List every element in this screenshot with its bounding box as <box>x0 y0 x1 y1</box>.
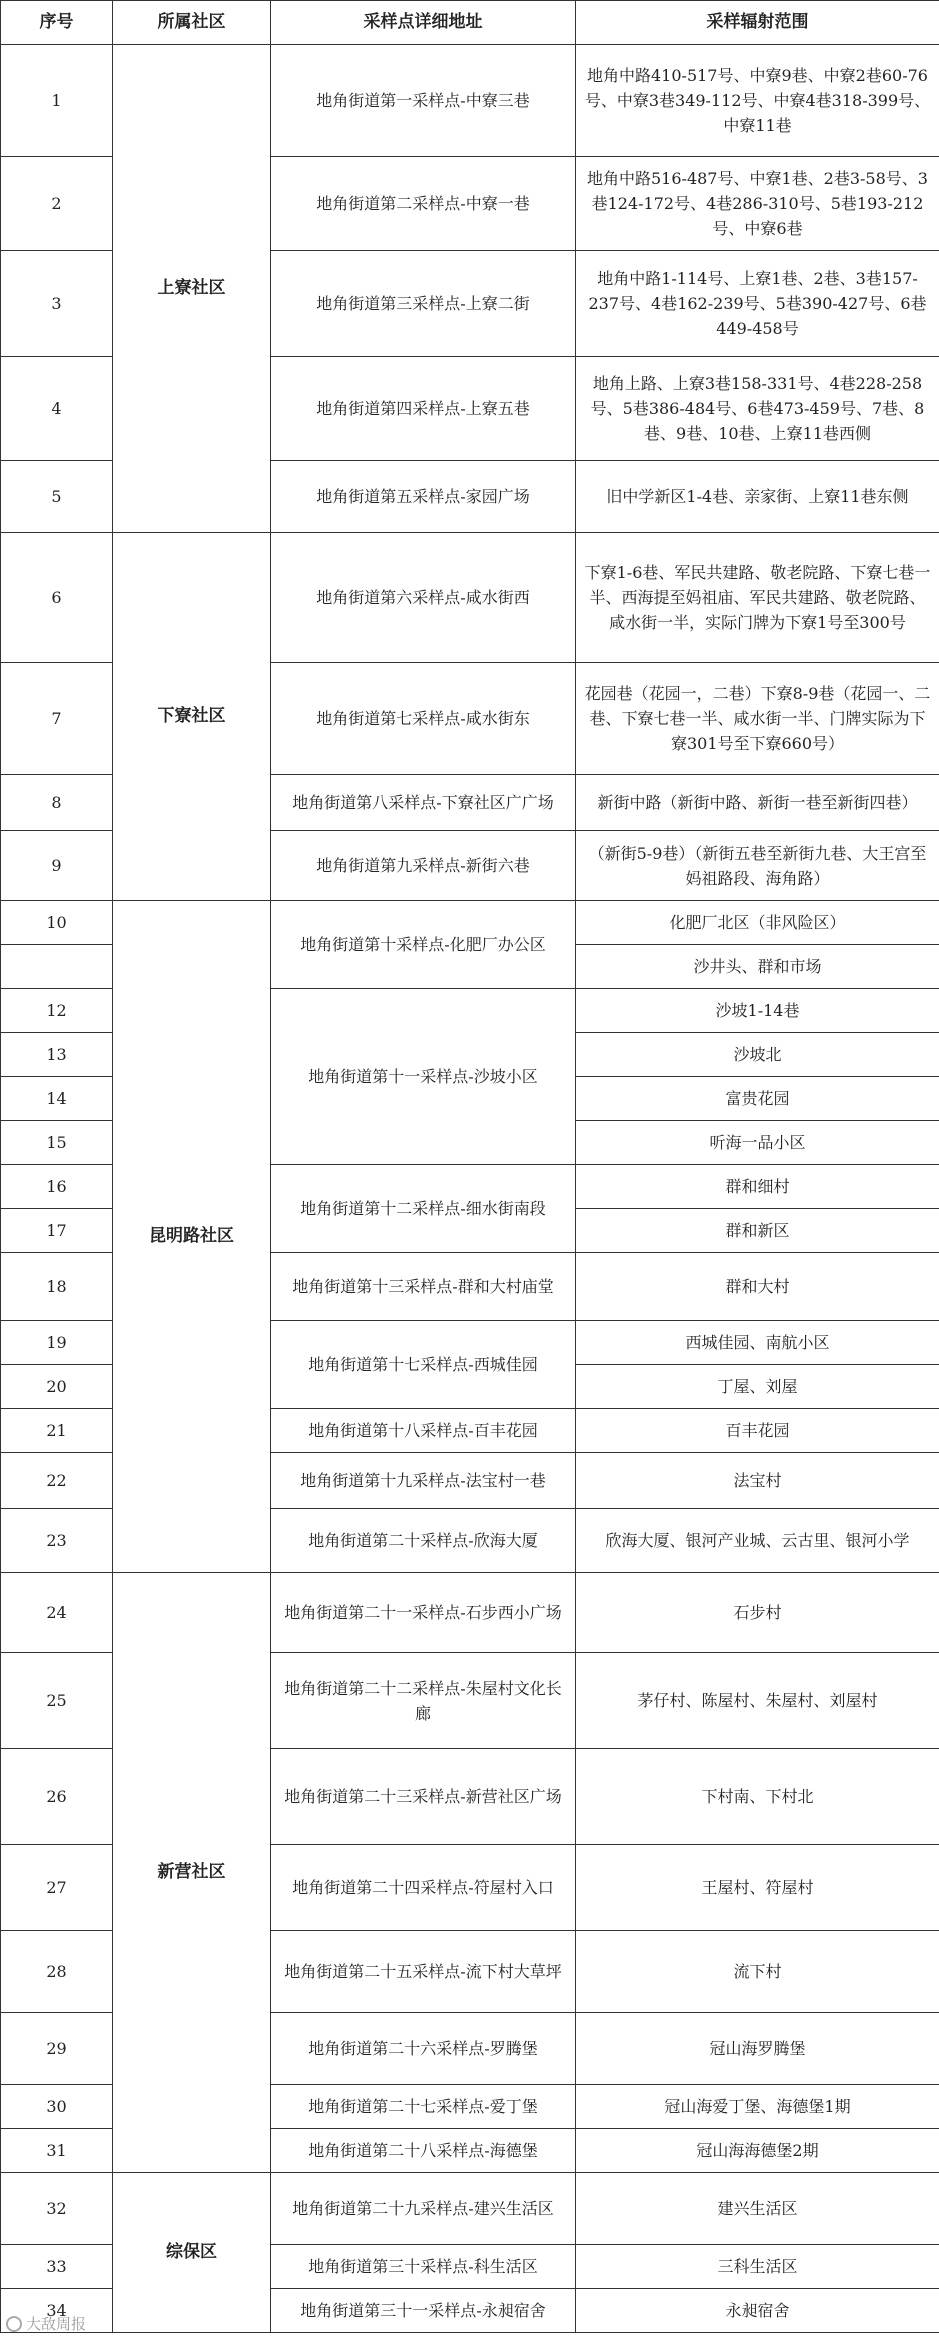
watermark <box>6 2313 86 2334</box>
table-row <box>1 1573 939 1653</box>
cell-no: 23 <box>1 1509 113 1573</box>
cell-range: 建兴生活区 <box>576 2173 939 2245</box>
cell-site: 地角街道第二十二采样点-朱屋村文化长廊 <box>271 1653 576 1749</box>
table-row <box>1 2173 939 2245</box>
cell-range: 旧中学新区1-4巷、亲家街、上寮11巷东侧 <box>576 461 939 533</box>
cell-no: 33 <box>1 2245 113 2289</box>
cell-site: 地角街道第二十八采样点-海德堡 <box>271 2129 576 2173</box>
cell-site: 地角街道第四采样点-上寮五巷 <box>271 357 576 461</box>
cell-site: 地角街道第九采样点-新街六巷 <box>271 831 576 901</box>
cell-range: 法宝村 <box>576 1453 939 1509</box>
cell-range: 新街中路（新街中路、新街一巷至新街四巷） <box>576 775 939 831</box>
cell-site: 地角街道第二十三采样点-新营社区广场 <box>271 1749 576 1845</box>
cell-range: 地角中路410-517号、中寮9巷、中寮2巷60-76号、中寮3巷349-112号、中寮4巷318-399号、中寮11巷 <box>576 45 939 157</box>
cell-range: 丁屋、刘屋 <box>576 1365 939 1409</box>
cell-range: 群和大村 <box>576 1253 939 1321</box>
cell-no: 34 <box>1 2289 113 2333</box>
cell-range: 沙坡北 <box>576 1033 939 1077</box>
cell-site: 地角街道第十一采样点-沙坡小区 <box>271 989 576 1165</box>
cell-no: 30 <box>1 2085 113 2129</box>
cell-community: 昆明路社区 <box>113 901 271 1573</box>
cell-range: 地角上路、上寮3巷158-331号、4巷228-258号、5巷386-484号、6巷473-459号、7巷、8巷、9巷、10巷、上寮11巷西侧 <box>576 357 939 461</box>
cell-range: 流下村 <box>576 1931 939 2013</box>
header-row <box>1 1 939 45</box>
cell-no: 3 <box>1 251 113 357</box>
cell-no: 5 <box>1 461 113 533</box>
cell-site: 地角街道第三采样点-上寮二街 <box>271 251 576 357</box>
cell-site: 地角街道第十二采样点-细水街南段 <box>271 1165 576 1253</box>
cell-range: 石步村 <box>576 1573 939 1653</box>
cell-no: 32 <box>1 2173 113 2245</box>
cell-no <box>1 945 113 989</box>
cell-no: 2 <box>1 157 113 251</box>
table-row <box>1 45 939 157</box>
cell-no: 24 <box>1 1573 113 1653</box>
cell-no: 17 <box>1 1209 113 1253</box>
cell-no: 31 <box>1 2129 113 2173</box>
cell-range: 茅仔村、陈屋村、朱屋村、刘屋村 <box>576 1653 939 1749</box>
cell-range: 沙坡1-14巷 <box>576 989 939 1033</box>
cell-site: 地角街道第十九采样点-法宝村一巷 <box>271 1453 576 1509</box>
cell-site: 地角街道第六采样点-咸水街西 <box>271 533 576 663</box>
cell-range: 永昶宿舍 <box>576 2289 939 2333</box>
cell-no: 6 <box>1 533 113 663</box>
cell-no: 26 <box>1 1749 113 1845</box>
cell-range: 沙井头、群和市场 <box>576 945 939 989</box>
cell-range: 百丰花园 <box>576 1409 939 1453</box>
cell-site: 地角街道第八采样点-下寮社区广广场 <box>271 775 576 831</box>
cell-no: 9 <box>1 831 113 901</box>
cell-no: 29 <box>1 2013 113 2085</box>
cell-no: 28 <box>1 1931 113 2013</box>
table-row <box>1 901 939 945</box>
cell-site: 地角街道第十七采样点-西城佳园 <box>271 1321 576 1409</box>
cell-range: （新街5-9巷）（新街五巷至新街九巷、大王宫至妈祖路段、海角路） <box>576 831 939 901</box>
cell-site: 地角街道第二十九采样点-建兴生活区 <box>271 2173 576 2245</box>
cell-no: 16 <box>1 1165 113 1209</box>
cell-community: 上寮社区 <box>113 45 271 533</box>
cell-site: 地角街道第二十五采样点-流下村大草坪 <box>271 1931 576 2013</box>
weibo-icon <box>6 2316 22 2332</box>
table-row <box>1 533 939 663</box>
cell-range: 化肥厂北区（非风险区） <box>576 901 939 945</box>
header-no: 序号 <box>1 1 113 45</box>
cell-range: 西城佳园、南航小区 <box>576 1321 939 1365</box>
header-site: 采样点详细地址 <box>271 1 576 45</box>
cell-range: 冠山海爱丁堡、海德堡1期 <box>576 2085 939 2129</box>
cell-site: 地角街道第二十一采样点-石步西小广场 <box>271 1573 576 1653</box>
cell-site: 地角街道第二采样点-中寮一巷 <box>271 157 576 251</box>
cell-range: 三科生活区 <box>576 2245 939 2289</box>
cell-range: 地角中路516-487号、中寮1巷、2巷3-58号、3巷124-172号、4巷286-310号、5巷193-212号、中寮6巷 <box>576 157 939 251</box>
cell-no: 15 <box>1 1121 113 1165</box>
cell-no: 22 <box>1 1453 113 1509</box>
cell-range: 群和新区 <box>576 1209 939 1253</box>
cell-no: 14 <box>1 1077 113 1121</box>
cell-range: 花园巷（花园一，二巷）下寮8-9巷（花园一、二巷、下寮七巷一半、咸水街一半、门牌实际为下寮301号至下寮660号） <box>576 663 939 775</box>
cell-range: 地角中路1-114号、上寮1巷、2巷、3巷157-237号、4巷162-239号、5巷390-427号、6巷449-458号 <box>576 251 939 357</box>
cell-site: 地角街道第十采样点-化肥厂办公区 <box>271 901 576 989</box>
cell-site: 地角街道第一采样点-中寮三巷 <box>271 45 576 157</box>
cell-no: 27 <box>1 1845 113 1931</box>
cell-no: 18 <box>1 1253 113 1321</box>
cell-no: 1 <box>1 45 113 157</box>
cell-community: 综保区 <box>113 2173 271 2333</box>
cell-site: 地角街道第二十采样点-欣海大厦 <box>271 1509 576 1573</box>
table-body <box>1 45 939 2333</box>
cell-no: 21 <box>1 1409 113 1453</box>
cell-site: 地角街道第三十采样点-科生活区 <box>271 2245 576 2289</box>
cell-no: 20 <box>1 1365 113 1409</box>
cell-no: 25 <box>1 1653 113 1749</box>
header-range: 采样辐射范围 <box>576 1 939 45</box>
cell-range: 冠山海罗腾堡 <box>576 2013 939 2085</box>
cell-site: 地角街道第二十七采样点-爱丁堡 <box>271 2085 576 2129</box>
cell-site: 地角街道第三十一采样点-永昶宿舍 <box>271 2289 576 2333</box>
cell-community: 新营社区 <box>113 1573 271 2173</box>
cell-site: 地角街道第七采样点-咸水街东 <box>271 663 576 775</box>
cell-no: 8 <box>1 775 113 831</box>
cell-no: 7 <box>1 663 113 775</box>
cell-community: 下寮社区 <box>113 533 271 901</box>
cell-site: 地角街道第二十六采样点-罗腾堡 <box>271 2013 576 2085</box>
cell-site: 地角街道第五采样点-家园广场 <box>271 461 576 533</box>
cell-site: 地角街道第十八采样点-百丰花园 <box>271 1409 576 1453</box>
cell-site: 地角街道第十三采样点-群和大村庙堂 <box>271 1253 576 1321</box>
watermark-text: 大敌周报 <box>26 2315 87 2333</box>
cell-site: 地角街道第二十四采样点-符屋村入口 <box>271 1845 576 1931</box>
header-community: 所属社区 <box>113 1 271 45</box>
cell-range: 王屋村、符屋村 <box>576 1845 939 1931</box>
cell-range: 冠山海海德堡2期 <box>576 2129 939 2173</box>
cell-range: 下村南、下村北 <box>576 1749 939 1845</box>
cell-range: 欣海大厦、银河产业城、云古里、银河小学 <box>576 1509 939 1573</box>
cell-range: 群和细村 <box>576 1165 939 1209</box>
cell-range: 听海一品小区 <box>576 1121 939 1165</box>
cell-no: 12 <box>1 989 113 1033</box>
cell-no: 4 <box>1 357 113 461</box>
cell-no: 10 <box>1 901 113 945</box>
cell-range: 富贵花园 <box>576 1077 939 1121</box>
cell-no: 19 <box>1 1321 113 1365</box>
cell-range: 下寮1-6巷、军民共建路、敬老院路、下寮七巷一半、西海提至妈祖庙、军民共建路、敬老院路、咸水街一半，实际门牌为下寮1号至300号 <box>576 533 939 663</box>
cell-no: 13 <box>1 1033 113 1077</box>
